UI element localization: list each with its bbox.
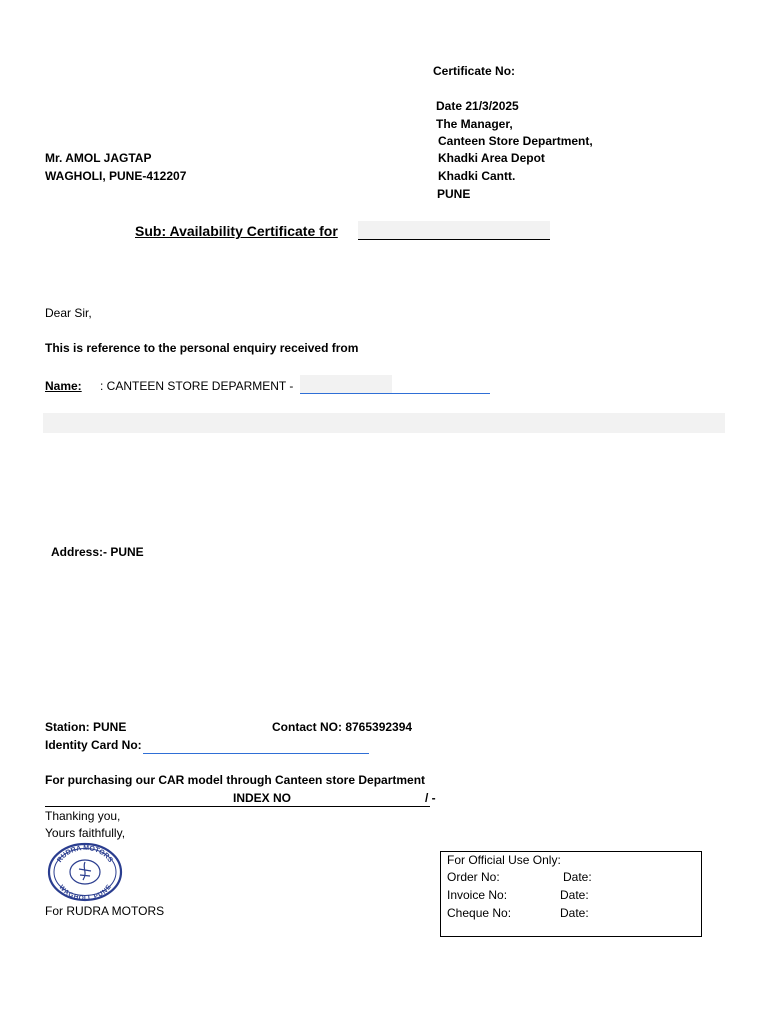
recipient-line: PUNE	[437, 187, 471, 201]
stamp-top-text: RUDRA MOTORS	[56, 844, 114, 864]
name-blank-field[interactable]	[300, 375, 392, 393]
customer-name: Mr. AMOL JAGTAP	[45, 151, 152, 165]
closing-line: Thanking you,	[45, 809, 121, 823]
official-use-title: For Official Use Only:	[447, 853, 561, 867]
subject-underline	[358, 239, 550, 240]
official-row-label: Invoice No:	[447, 888, 508, 902]
closing-line: Yours faithfully,	[45, 826, 126, 840]
svg-text:WAGHOLI, PUNE	[57, 883, 113, 902]
name-value: : CANTEEN STORE DEPARMENT -	[100, 379, 294, 393]
official-row-date: Date:	[560, 888, 589, 902]
subject-line: Sub: Availability Certificate for	[135, 223, 338, 239]
shaded-input-band[interactable]	[43, 413, 725, 433]
official-row-date: Date:	[560, 906, 589, 920]
recipient-line: Khadki Cantt.	[438, 169, 516, 183]
address-field: Address:- PUNE	[51, 545, 144, 559]
official-row-label: Order No:	[447, 870, 500, 884]
index-label: INDEX NO	[233, 791, 292, 805]
recipient-line: Khadki Area Depot	[438, 151, 545, 165]
subject-blank-field[interactable]	[358, 221, 550, 239]
salutation: Dear Sir,	[45, 306, 92, 320]
purchase-text: For purchasing our CAR model through Canteen store Department	[45, 773, 426, 787]
official-row-invoice	[447, 887, 697, 904]
station: Station: PUNE	[45, 720, 127, 734]
customer-address: WAGHOLI, PUNE-412207	[45, 169, 187, 183]
name-label: Name:	[45, 379, 82, 393]
signatory: For RUDRA MOTORS	[45, 904, 165, 918]
official-row-order	[447, 869, 697, 886]
official-use-box	[440, 851, 702, 937]
index-suffix: / -	[425, 791, 436, 805]
contact-number: Contact NO: 8765392394	[272, 720, 413, 734]
identity-card-label: Identity Card No:	[45, 738, 142, 752]
recipient-line: The Manager,	[436, 117, 513, 131]
stamp-bottom-text: WAGHOLI, PUNE	[57, 883, 113, 902]
official-row-date: Date:	[563, 870, 592, 884]
official-row-label: Cheque No:	[447, 906, 512, 920]
name-underline	[300, 393, 490, 394]
certificate-number-label: Certificate No:	[433, 64, 516, 78]
identity-card-underline[interactable]	[143, 753, 369, 754]
rudra-motors-stamp	[46, 842, 124, 902]
official-row-cheque	[447, 905, 697, 922]
certificate-date: Date 21/3/2025	[436, 99, 519, 113]
reference-text: This is reference to the personal enquiry received from	[45, 341, 359, 355]
recipient-line: Canteen Store Department,	[438, 134, 593, 148]
